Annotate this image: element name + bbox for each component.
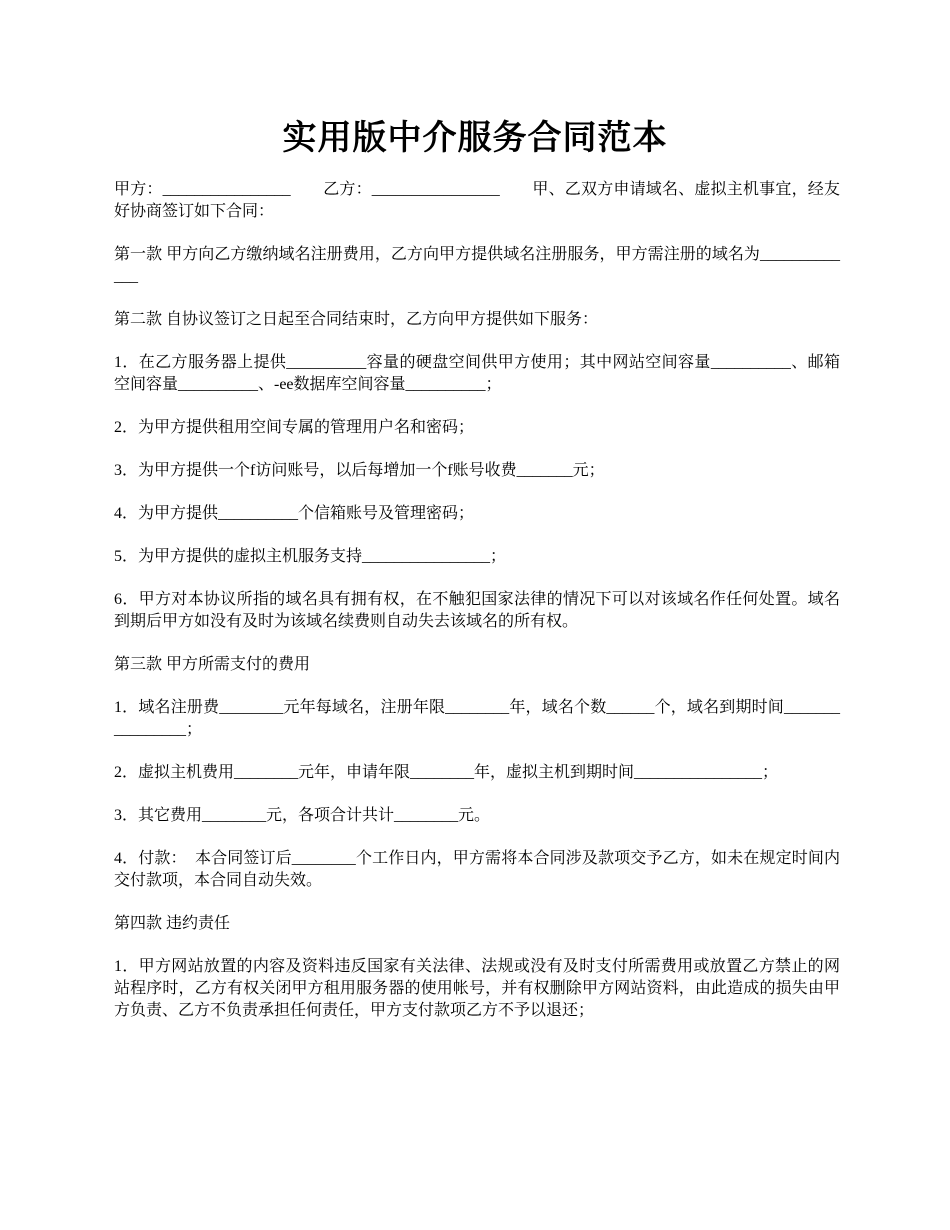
paragraph-item: 3．其它费用________元，各项合计共计________元。 xyxy=(114,807,491,824)
paragraph-clause-1: 第一款 甲方向乙方缴纳域名注册费用，乙方向甲方提供域名注册服务，甲方需注册的域名为_____________ xyxy=(114,246,840,285)
paragraph-item: 1．甲方网站放置的内容及资料违反国家有关法律、法规或没有及时支付所需费用或放置乙方禁止的网站程序时，乙方有权关闭甲方租用服务器的使用帐号，并有权删除甲方网站资料，由此造成的损失由甲方负责、乙方不负责承担任何责任，甲方支付款项乙方不予以退还； xyxy=(114,958,840,1019)
paragraph-item: 2．虚拟主机费用________元年，申请年限________年，虚拟主机到期时间________________； xyxy=(114,764,779,781)
paragraph-item: 5．为甲方提供的虚拟主机服务支持________________； xyxy=(114,548,507,565)
paragraph-parties: 甲方：________________ 乙方：________________ 甲、乙双方申请域名、虚拟主机事宜，经友好协商签订如下合同： xyxy=(114,181,840,220)
paragraph-item: 1．在乙方服务器上提供__________容量的硬盘空间供甲方使用；其中网站空间容量__________、邮箱空间容量__________、-ee数据库空间容量__________； xyxy=(114,354,840,393)
paragraph-item: 4．为甲方提供__________个信箱账号及管理密码； xyxy=(114,505,475,522)
paragraph-item: 3．为甲方提供一个f访问账号，以后每增加一个f账号收费_______元； xyxy=(114,462,605,479)
document-body xyxy=(114,179,840,1043)
paragraph-clause-3: 第三款 甲方所需支付的费用 xyxy=(114,656,311,673)
paragraph-item: 4．付款： 本合同签订后________个工作日内，甲方需将本合同涉及款项交予乙方，如未在规定时间内交付款项，本合同自动失效。 xyxy=(114,850,840,889)
paragraph-item: 2．为甲方提供租用空间专属的管理用户名和密码； xyxy=(114,419,475,436)
paragraph-clause-4: 第四款 违约责任 xyxy=(114,915,231,932)
paragraph-clause-2: 第二款 自协议签订之日起至合同结束时，乙方向甲方提供如下服务： xyxy=(114,311,599,328)
paragraph-item: 1．域名注册费________元年每域名，注册年限________年，域名个数______个，域名到期时间________________； xyxy=(114,699,840,738)
paragraph-item: 6．甲方对本协议所指的域名具有拥有权，在不触犯国家法律的情况下可以对该域名作任何处置。域名到期后甲方如没有及时为该域名续费则自动失去该域名的所有权。 xyxy=(114,591,840,630)
document-title: 实用版中介服务合同范本 xyxy=(282,118,668,158)
